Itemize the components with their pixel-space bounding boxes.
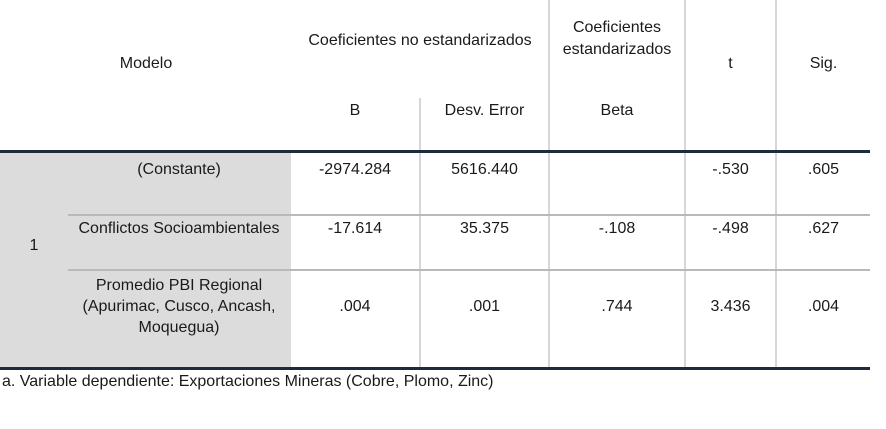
row-separator-2 [68, 269, 870, 271]
body-divider-4 [775, 152, 777, 367]
col-divider-sig-left [775, 0, 777, 150]
row-3-t: 3.436 [710, 298, 751, 315]
table-bottom-rule [0, 367, 870, 370]
row-1-sig: .605 [807, 161, 840, 178]
table-footnote: a. Variable dependiente: Exportaciones Mineras (Cobre, Plomo, Zinc) [2, 373, 494, 390]
body-divider-2 [548, 152, 550, 367]
row-2-beta: -.108 [598, 220, 636, 237]
header-modelo: Modelo [119, 55, 173, 72]
header-beta: Beta [600, 102, 634, 119]
header-coef-std-line2: estandarizados [562, 41, 672, 58]
row-3-b: .004 [339, 298, 371, 315]
row-3-label-line-3: Moquegua) [138, 319, 220, 336]
row-2-b: -17.614 [327, 220, 383, 237]
row-separator-1 [68, 214, 870, 216]
row-2-t: -.498 [712, 220, 749, 237]
row-3-label-line-2: (Apurimac, Cusco, Ancash, [82, 298, 276, 315]
row-2-label: Conflictos Socioambientales [78, 220, 280, 237]
row-3-error: .001 [468, 298, 501, 315]
row-3-beta: .744 [601, 298, 633, 315]
header-coef-std-line1: Coeficientes [572, 19, 662, 36]
row-1-t: -.530 [712, 161, 749, 178]
header-coef-no-std: Coeficientes no estandarizados [308, 32, 532, 49]
col-divider-t-left [684, 0, 686, 150]
body-divider-3 [684, 152, 686, 367]
body-divider-1 [419, 152, 421, 367]
model-number: 1 [29, 237, 39, 254]
header-sig: Sig. [809, 55, 838, 72]
row-3-label-line-1: Promedio PBI Regional [95, 277, 263, 294]
row-1-b: -2974.284 [318, 161, 392, 178]
header-t: t [728, 55, 733, 72]
row-1-error: 5616.440 [451, 161, 518, 178]
row-2-error: 35.375 [460, 220, 509, 237]
header-desv-error: Desv. Error [444, 102, 525, 119]
header-bottom-rule [0, 150, 870, 153]
row-1-label: (Constante) [137, 161, 221, 178]
row-3-sig: .004 [807, 298, 840, 315]
row-2-sig: .627 [807, 220, 840, 237]
header-b: B [349, 102, 361, 119]
